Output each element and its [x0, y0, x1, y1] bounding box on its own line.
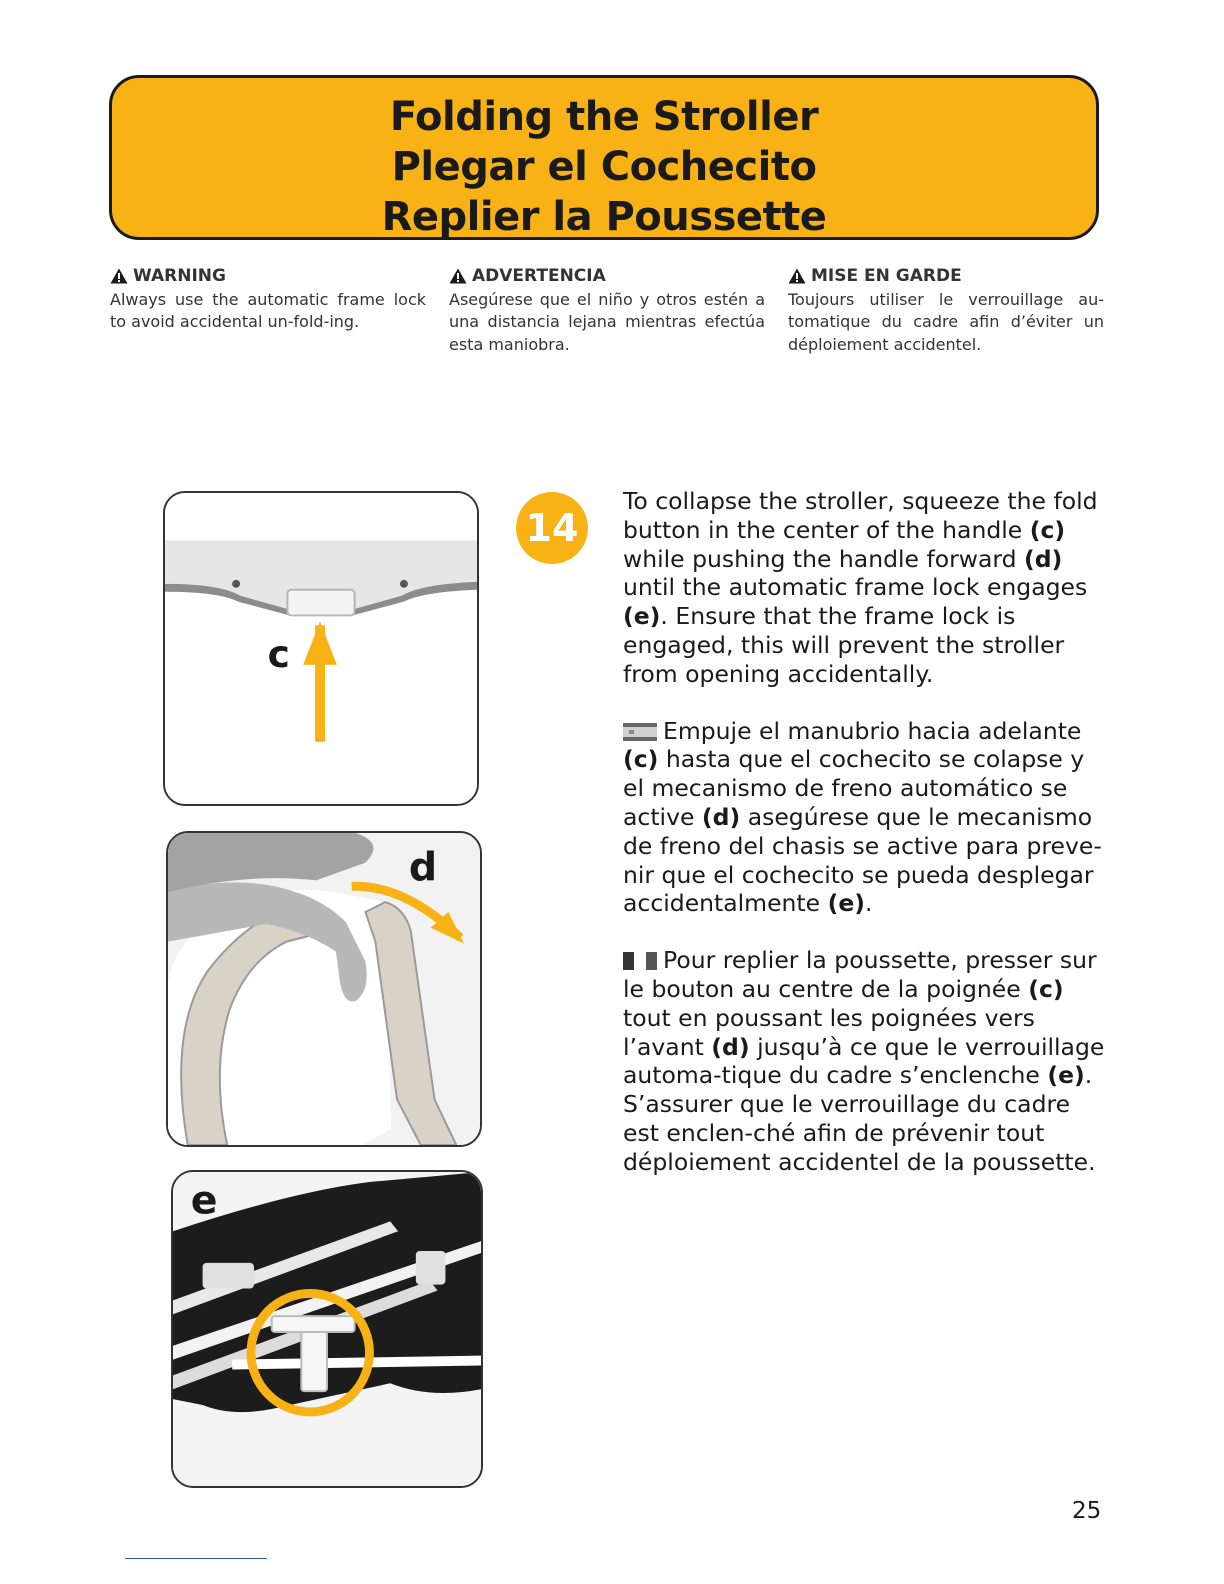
- frame-lock-illustration: [173, 1172, 481, 1486]
- spain-flag-icon: [623, 723, 657, 741]
- instructions-spanish: Empuje el manubrio hacia adelante (c) hasta que el cochecito se colapse y el mecanismo de freno automático se active (d) asegúrese que le mecanismo de freno del chasis se active para preve-nir que el cochecito se pueda desplegar accidentalmente (e).: [623, 716, 1102, 918]
- instructions-french: Pour replier la poussette, presser sur le bouton au centre de la poignée (c) tout en poussant les poignées vers l’avant (d) jusqu’à ce que le verrouillage automa-tique du cadre s’enclenche (e). S’assurer que le verrouillage du cadre est enclen-ché afin de prévenir tout déploiement accidentel de la poussette.: [623, 946, 1105, 1176]
- warning-text: Always use the automatic frame lock to avoid accidental un-fold-ing.: [110, 289, 426, 331]
- instructions: [623, 487, 1107, 1205]
- title-english: Folding the Stroller: [389, 94, 819, 140]
- title-spanish: Plegar el Cochecito: [391, 144, 817, 190]
- figure-label-d: d: [408, 844, 438, 891]
- warning-triangle-icon: [788, 268, 806, 284]
- figure-label-e: e: [190, 1177, 218, 1224]
- figure-e-lock: [171, 1170, 483, 1488]
- warning-heading: WARNING: [133, 266, 226, 286]
- figure-d-push: [166, 831, 482, 1147]
- handle-illustration: [165, 493, 477, 804]
- warning-spanish: [449, 265, 765, 356]
- footer-rule: [125, 1558, 267, 1559]
- warning-english: [110, 265, 426, 334]
- warning-triangle-icon: [110, 268, 128, 284]
- warning-text: Asegúrese que el niño y otros estén a una distancia lejana mientras efectúa esta maniobra.: [449, 289, 765, 354]
- title-banner: [109, 75, 1099, 240]
- figure-label-c: c: [267, 631, 290, 676]
- warning-heading: ADVERTENCIA: [472, 266, 606, 286]
- france-flag-icon: [623, 952, 657, 970]
- title-french: Replier la Poussette: [381, 194, 827, 240]
- warning-heading: MISE EN GARDE: [811, 266, 962, 286]
- page-number: 25: [1072, 1498, 1102, 1524]
- step-number-badge: 14: [516, 492, 588, 564]
- warning-french: [788, 265, 1104, 356]
- warning-triangle-icon: [449, 268, 467, 284]
- warning-text: Toujours utiliser le verrouillage au-tomatique du cadre afin d’éviter un déploiement accidentel.: [788, 289, 1104, 354]
- figure-c-handle: [163, 491, 479, 806]
- instructions-english: To collapse the stroller, squeeze the fold button in the center of the handle (c) while pushing the handle forward (d) until the automatic frame lock engages (e). Ensure that the frame lock is engaged, this will prevent the stroller from opening accidentally.: [623, 487, 1098, 688]
- push-handle-illustration: [168, 833, 480, 1145]
